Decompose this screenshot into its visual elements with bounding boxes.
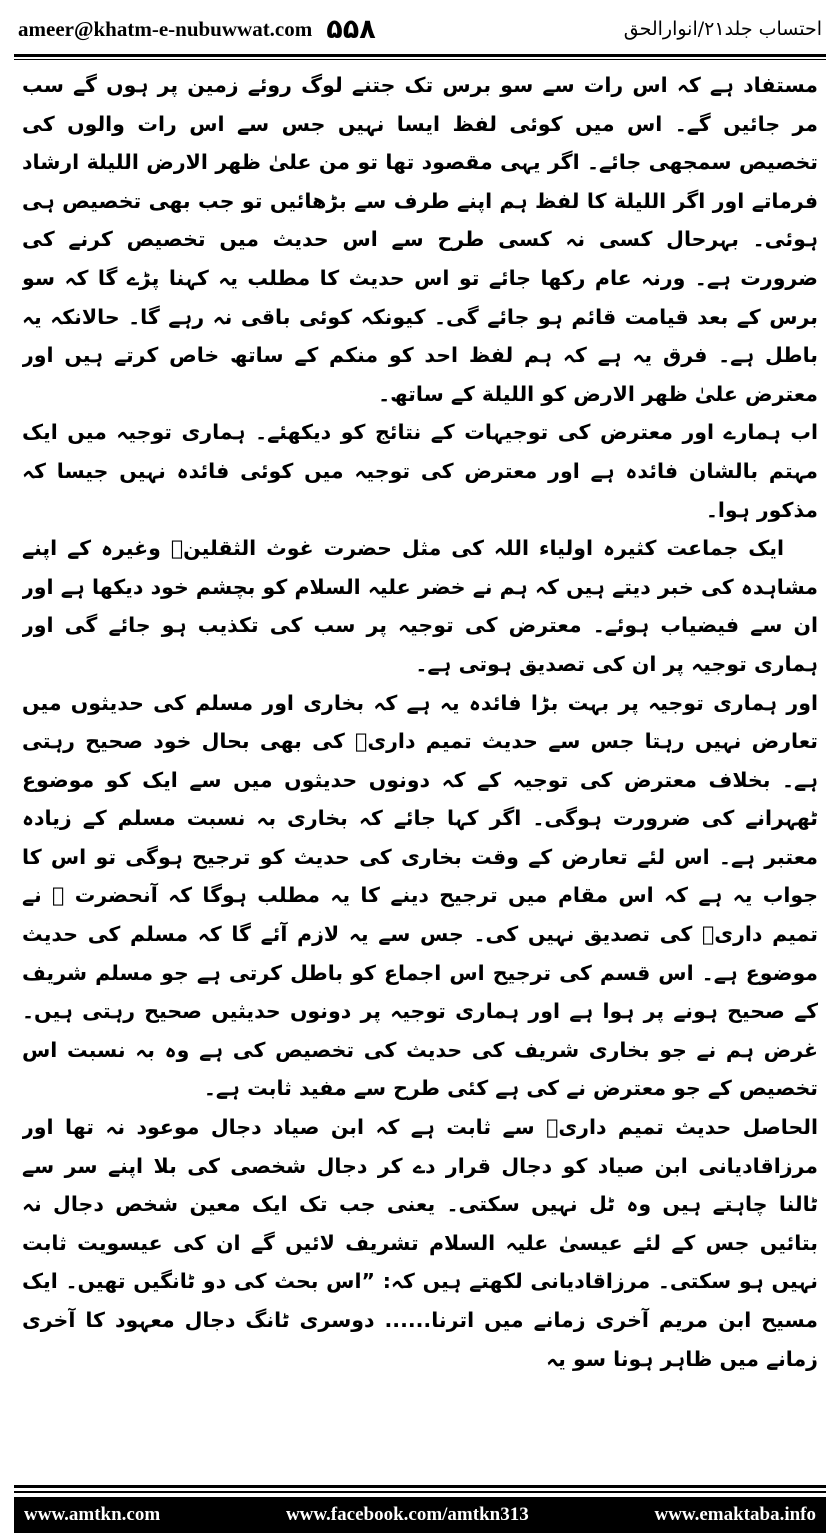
page-number: ۵۵۸ xyxy=(326,13,376,45)
book-title: احتساب جلد۲۱/انوارالحق xyxy=(623,18,822,40)
footer-link-facebook[interactable]: www.facebook.com/amtkn313 xyxy=(285,1504,529,1525)
paragraph-1: مستفاد ہے کہ اس رات سے سو برس تک جتنے لوگ روئے زمین پر ہوں گے سب مر جائیں گے۔ اس میں کوئی لفظ ایسا نہیں جس سے اس رات والوں کی تخصیص سمجھی جائے۔ اگر یہی مقصود تھا تو من علیٰ ظهر الارض الليلة ارشاد فرماتے اور اگر الليلة کا لفظ ہم اپنے طرف سے بڑھائیں تو جب بھی تخصیص ہی ہوئی۔ بہرحال کسی نہ کسی طرح سے اس حدیث میں تخصیص کرنے کی ضرورت ہے۔ ورنہ عام رکھا جائے تو اس حدیث کا مطلب یہ کہنا پڑے گا کہ سو برس کے بعد قیامت قائم ہو جائے گی۔ کیونکہ کوئی باقی نہ رہے گا۔ حالانکہ یہ باطل ہے۔ فرق یہ ہے کہ ہم لفظ احد کو منکم کے ساتھ خاص کرتے ہیں اور معترض علیٰ ظهر الارض کو الليلة کے ساتھ۔ xyxy=(22,73,818,406)
paragraph-4: اور ہماری توجیہ پر بہت بڑا فائدہ یہ ہے کہ بخاری اور مسلم کی حدیثوں میں تعارض نہیں رہتا جس سے حدیث تمیم داریؓ کی بھی بحال خود صحیح رہتی ہے۔ بخلاف معترض کی توجیہ کے کہ دونوں حدیثوں میں سے ایک کو موضوع ٹھہرانے کی ضرورت ہوگی۔ اگر کہا جائے کہ بخاری بہ نسبت مسلم کے زیادہ معتبر ہے۔ اس لئے تعارض کے وقت بخاری کی حدیث کو ترجیح ہوگی تو اس کا جواب یہ ہے کہ اس مقام میں ترجیح دینے کا یہ مطلب ہوگا کہ آنحضرت ﷺ نے تمیم داریؓ کی تصدیق نہیں کی۔ جس سے یہ لازم آئے گا کہ مسلم کی حدیث موضوع ہے۔ اس قسم کی ترجیح اس اجماع کو باطل کرتی ہے جو مسلم شریف کے صحیح ہونے پر ہوا ہے اور ہماری توجیہ پر دونوں حدیثیں صحیح رہتی ہیں۔ غرض ہم نے جو بخاری شریف کی حدیث کی تخصیص کی ہے وہ بہ نسبت اس تخصیص کے جو معترض نے کی ہے کئی طرح سے مفید ثابت ہے۔ xyxy=(22,690,818,1101)
footer-links-bar xyxy=(14,1497,826,1533)
footer-rule-thin xyxy=(14,1491,826,1493)
header-email: ameer@khatm-e-nubuwwat.com xyxy=(18,16,313,41)
footer-rule-thick xyxy=(14,1485,826,1488)
page-header xyxy=(18,8,822,50)
header-rule-thin xyxy=(14,59,826,60)
header-left-group xyxy=(18,14,376,45)
body-text xyxy=(22,66,818,1466)
header-rule-thick xyxy=(14,54,826,57)
footer-link-amtkn[interactable]: www.amtkn.com xyxy=(24,1504,161,1525)
paragraph-5: الحاصل حدیث تمیم داریؓ سے ثابت ہے کہ ابن صیاد دجال موعود نہ تھا اور مرزاقادیانی ابن صیاد کو دجال قرار دے کر دجال شخصی کی بلا اپنے سر سے ٹالنا چاہتے ہیں وہ ٹل نہیں سکتی۔ یعنی جب تک ایک معین شخص دجال نہ بتائیں جس کے لئے عیسیٰ علیہ السلام تشریف لائیں گے ان کی عیسویت ثابت نہیں ہو سکتی۔ مرزاقادیانی لکھتے ہیں کہ: ”اس بحث کی دو ٹانگیں تھیں۔ ایک مسیح ابن مریم آخری زمانے میں اترنا...... دوسری ٹانگ دجال معہود کا آخری زمانے میں ظاہر ہونا سو یہ xyxy=(22,1115,818,1371)
paragraph-3: ایک جماعت کثیرہ اولیاء اللہ کی مثل حضرت غوث الثقلینؒ وغیرہ کے اپنے مشاہدہ کی خبر دیتے ہیں کہ ہم نے خضر علیہ السلام کو بچشم خود دیکھا ہے اور ان سے فیضیاب ہوئے۔ معترض کی توجیہ پر سب کی تکذیب ہو جائے گی اور ہماری توجیہ پر ان کی تصدیق ہوتی ہے۔ xyxy=(22,536,818,676)
footer-link-emaktaba[interactable]: www.emaktaba.info xyxy=(654,1504,816,1525)
paragraph-2: اب ہمارے اور معترض کی توجیہات کے نتائج کو دیکھئے۔ ہماری توجیہ میں ایک مہتم بالشان فائدہ ہے اور معترض کی توجیہ میں کوئی فائدہ نہیں جیسا کہ مذکور ہوا۔ xyxy=(22,420,818,522)
